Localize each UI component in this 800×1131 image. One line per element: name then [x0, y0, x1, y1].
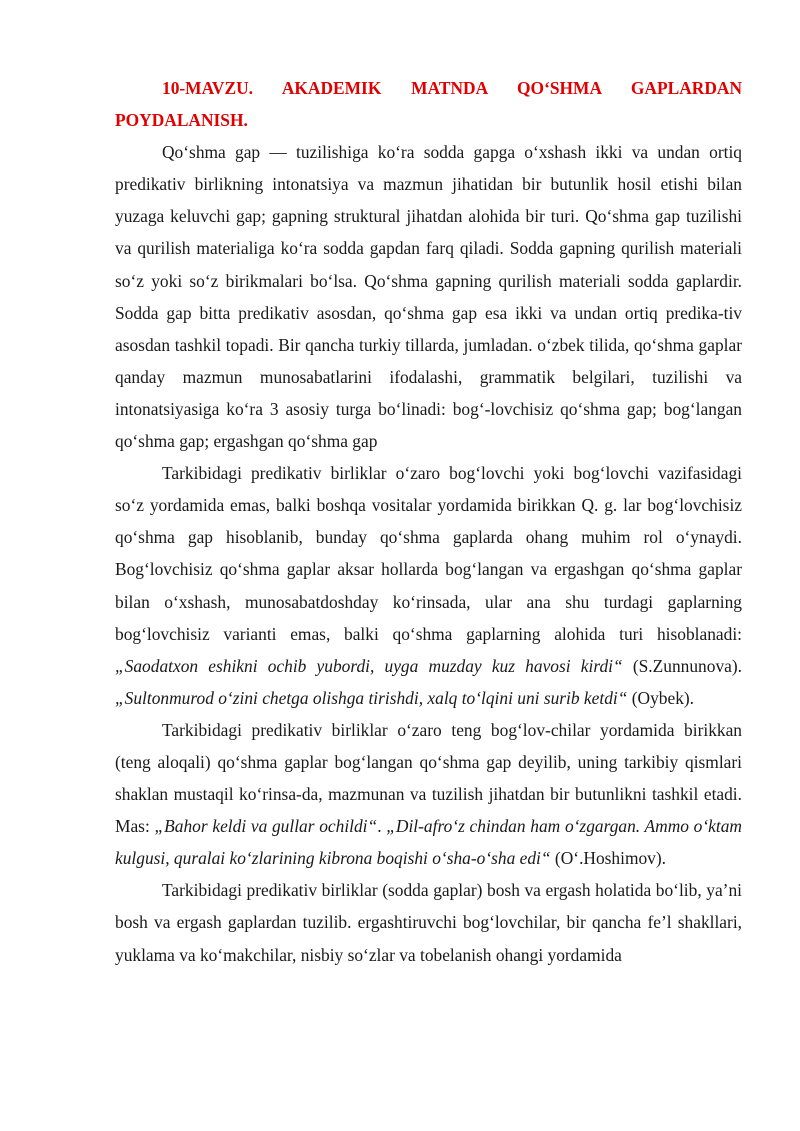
- paragraph-text: Tarkibidagi predikativ birliklar o‘zaro bog‘lovchi yoki bog‘lovchi vazifasidagi so‘z yordamida emas, balki boshqa vositalar yordamida birikkan Q. g. lar bog‘lovchisiz qo‘shma gap hisoblanib, bunday qo‘shma gaplarda ohang muhim rol o‘ynaydi. Bog‘lovchisiz qo‘shma gaplar aksar hollarda bog‘langan va ergashgan qo‘shma gaplar bilan o‘xshash, munosabatdoshday ko‘rinsada, ular ana shu turdagi gaplarning bog‘lovchisiz varianti emas, balki qo‘shma gaplarning alohida turi hisoblanadi:: [115, 463, 742, 644]
- example-source: (O‘.Hoshimov).: [550, 848, 667, 869]
- example-source: (Oybek).: [627, 687, 695, 708]
- paragraph-asyndetic: [115, 457, 742, 714]
- example-source: (S.Zunnunova).: [622, 655, 742, 676]
- paragraph-compound: [115, 714, 742, 874]
- section-heading: 10-MAVZU. AKADEMIK MATNDA QO‘SHMA GAPLARDAN POYDALANISH.: [115, 78, 742, 131]
- example-quote: „Bahor keldi va gullar ochildi“: [154, 816, 378, 837]
- example-quote: „Saodatxon eshikni ochib yubordi, uyga muzday kuz havosi kirdi“: [115, 655, 623, 676]
- paragraph-text: Tarkibidagi predikativ birliklar o‘zaro teng bog‘lov-chilar yordamida birikkan (teng aloqali) qo‘shma gaplar bog‘langan qo‘shma gap deyilib, uning tarkibiy qismlari shaklan mustaqil ko‘rinsa-da, mazmunan va tuzilish jihatdan bir butunlikni tashkil etadi. Mas:: [115, 719, 742, 837]
- example-quote: „Dil-afro‘z chindan ham o‘zgargan. Ammo o‘ktam kulgusi, quralai ko‘zlarining kibrona boqishi o‘sha-o‘sha edi“: [115, 816, 742, 869]
- separator-text: .: [377, 816, 387, 837]
- document-page: [115, 72, 742, 971]
- example-quote: „Sultonmurod o‘zini chetga olishga tirishdi, xalq to‘lqini uni surib ketdi“: [115, 687, 628, 708]
- paragraph-definition: Qo‘shma gap — tuzilishiga ko‘ra sodda gapga o‘xshash ikki va undan ortiq predikativ birlikning intonatsiya va mazmun jihatidan bir butunlik hosil etishi bilan yuzaga keluvchi gap; gapning struktural jihatdan alohida bir turi. Qo‘shma gap tuzilishi va qurilish materialiga ko‘ra sodda gapdan farq qiladi. Sodda gapning qurilish materiali so‘z yoki so‘z birikmalari bo‘lsa. Qo‘shma gapning qurilish materiali sodda gaplardir. Sodda gap bitta predikativ asosdan, qo‘shma gap esa ikki va undan ortiq predika-tiv asosdan tashkil topadi. Bir qancha turkiy tillarda, jumladan. o‘zbek tilida, qo‘shma gaplar qanday mazmun munosabatlarini ifodalashi, grammatik belgilari, tuzilishi va intonatsiyasiga ko‘ra 3 asosiy turga bo‘linadi: bog‘-lovchisiz qo‘shma gap; bog‘langan qo‘shma gap; ergashgan qo‘shma gap: [115, 142, 742, 452]
- paragraph-complex: Tarkibidagi predikativ birliklar (sodda gaplar) bosh va ergash holatida bo‘lib, ya’ni bosh va ergash gaplardan tuzilib. ergashtiruvchi bog‘lovchilar, bir qancha fe’l shakllari, yuklama va ko‘makchilar, nisbiy so‘zlar va tobelanish ohangi yordamida: [115, 880, 742, 965]
